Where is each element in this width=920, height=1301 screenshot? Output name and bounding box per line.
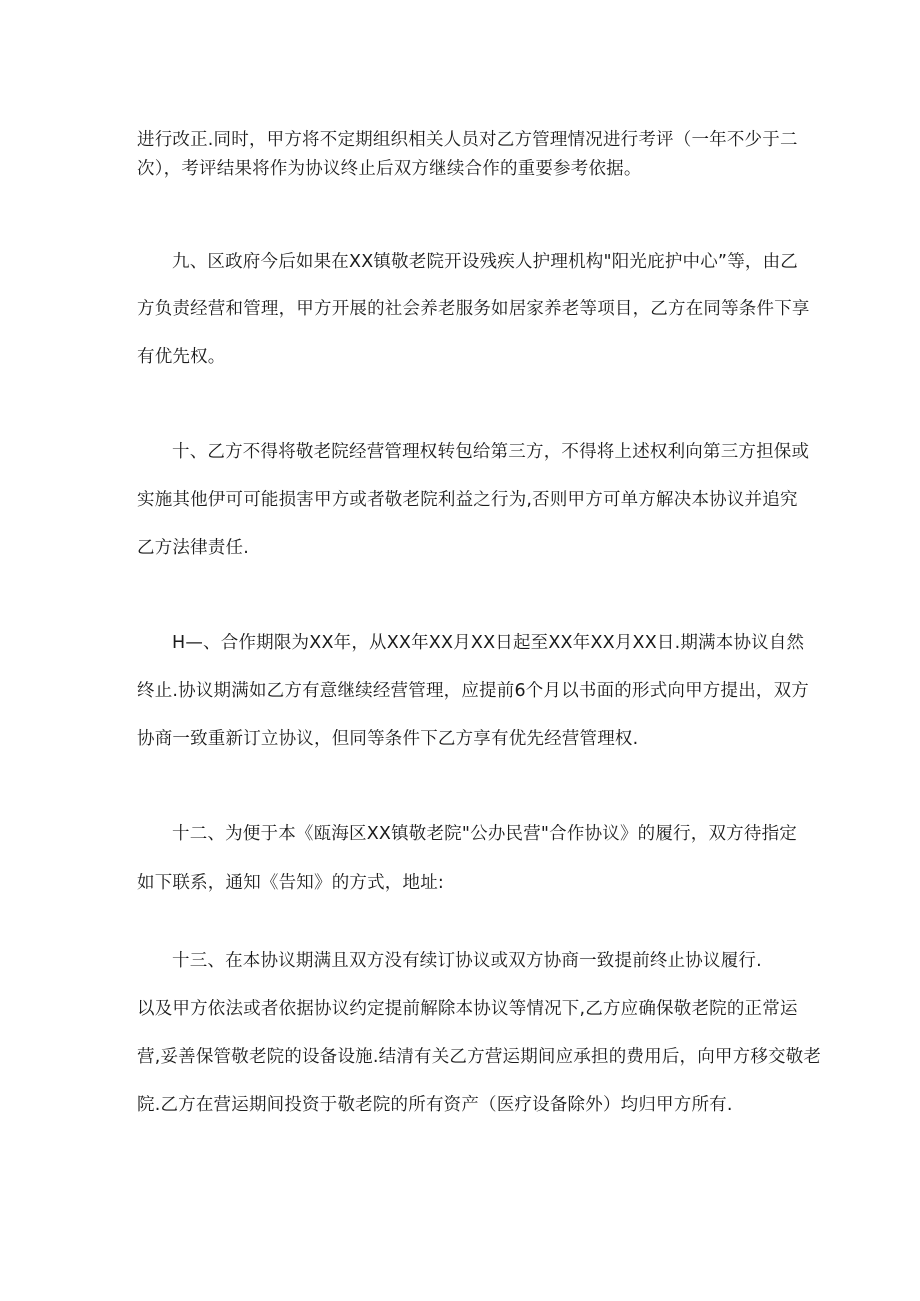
- paragraph-13-line-2: 以及甲方依法或者依据协议约定提前解除本协议等情况下,乙方应确保敬老院的正常运: [137, 999, 798, 1019]
- paragraph-10-line-2: 实施其他伊可可能损害甲方或者敬老院利益之行为,否则甲方可单方解决本协议并追究: [137, 490, 798, 510]
- paragraph-13-line-3: 营,妥善保管敬老院的设备设施.结清有关乙方营运期间应承担的费用后，向甲方移交敬老: [137, 1047, 822, 1067]
- paragraph-8-line-1: 进行改正.同时，甲方将不定期组织相关人员对乙方管理情况进行考评（一年不少于二: [137, 130, 798, 150]
- paragraph-9-line-2: 方负责经营和管理，甲方开展的社会养老服务如居家养老等项目，乙方在同等条件下享: [137, 299, 810, 319]
- paragraph-13-line-1: 十三、在本协议期满且双方没有续订协议或双方协商一致提前终止协议履行.: [172, 951, 762, 971]
- paragraph-12-line-1: 十二、为便于本《瓯海区XX镇敬老院"公办民营"合作协议》的履行，双方待指定: [172, 824, 797, 844]
- paragraph-13-line-4: 院.乙方在营运期间投资于敬老院的所有资产（医疗设备除外）均归甲方所有.: [137, 1095, 733, 1115]
- paragraph-10-line-3: 乙方法律责任.: [137, 538, 249, 558]
- paragraph-11-line-2: 终止.协议期满如乙方有意继续经营管理，应提前6个月以书面的形式向甲方提出，双方: [137, 681, 809, 701]
- paragraph-10-line-1: 十、乙方不得将敬老院经营管理权转包给第三方，不得将上述权利向第三方担保或: [172, 442, 810, 462]
- paragraph-9-line-3: 有优先权。: [137, 347, 226, 367]
- paragraph-11-line-1: H—、合作期限为XX年，从XX年XX月XX日起至XX年XX月XX日.期满本协议自然: [172, 633, 805, 653]
- paragraph-11-line-3: 协商一致重新订立协议，但同等条件下乙方享有优先经营管理权.: [137, 729, 639, 749]
- paragraph-12-line-2: 如下联系，通知《告知》的方式，地址:: [137, 873, 444, 893]
- paragraph-8-line-2: 次），考评结果将作为协议终止后双方继续合作的重要参考依据。: [137, 159, 642, 179]
- paragraph-9-line-1: 九、区政府今后如果在XX镇敬老院开设残疾人护理机构"阳光庇护中心”等，由乙: [172, 252, 798, 272]
